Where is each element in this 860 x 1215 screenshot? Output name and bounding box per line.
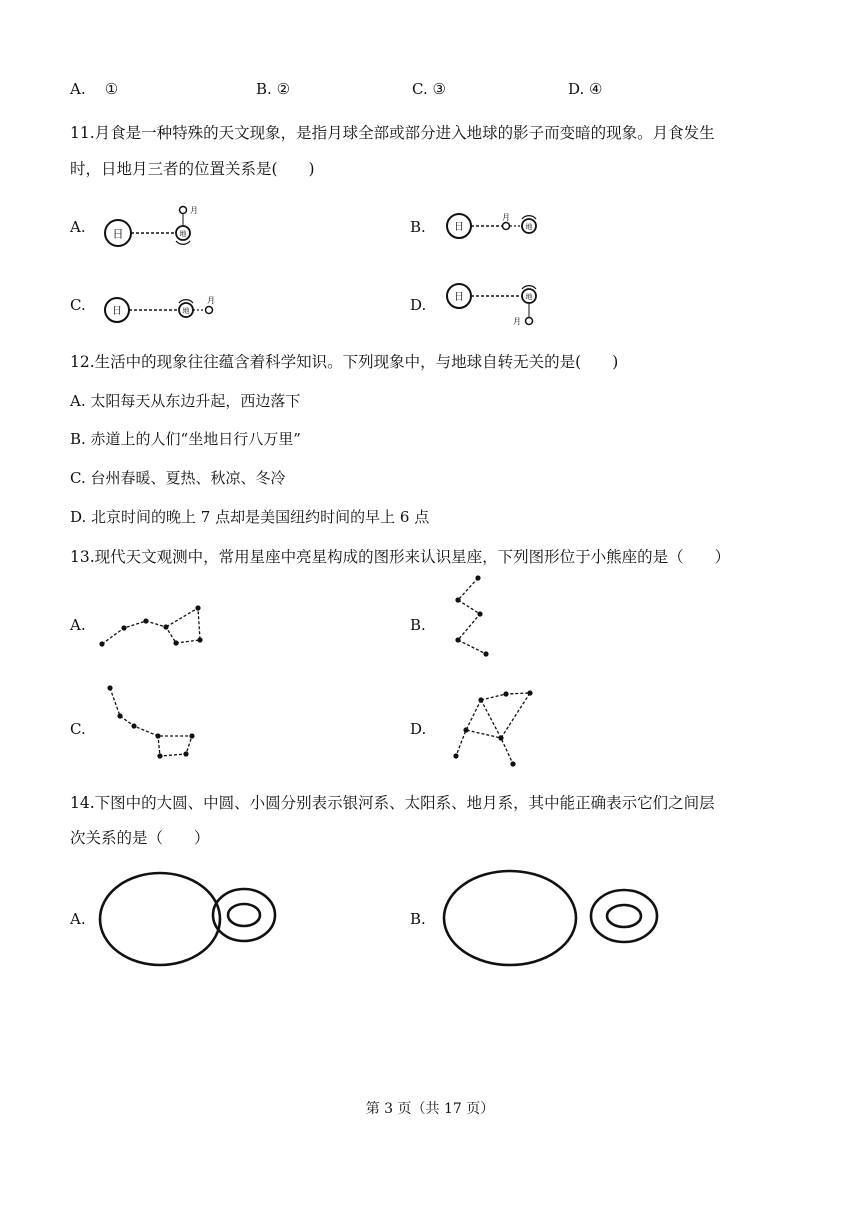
moon-label: 月 xyxy=(502,213,510,222)
q11-figure-d xyxy=(443,280,553,330)
q12-stem: 12.生活中的现象往往蕴含着科学知识。下列现象中，与地球自转无关的是( ) xyxy=(70,353,619,371)
q13-figure-d xyxy=(448,684,538,770)
q12-option-a: A. 太阳每天从东边升起，西边落下 xyxy=(70,392,301,410)
earth-moon-system-circle xyxy=(607,905,641,927)
q14-figure-b xyxy=(440,868,664,972)
q11-stem-line2: 时，日地月三者的位置关系是( ) xyxy=(70,160,315,178)
q11-stem-line1: 11.月食是一种特殊的天文现象，是指月球全部或部分进入地球的影子而变暗的现象。月食发生 xyxy=(70,124,715,142)
q11-option-c-label: C. xyxy=(70,296,86,314)
solar-system-circle xyxy=(591,890,657,942)
q11-option-d-label: D. xyxy=(410,296,427,314)
moon-circle xyxy=(206,307,213,314)
q14-option-b-label: B. xyxy=(410,910,426,928)
q11-option-b-label: B. xyxy=(410,218,426,236)
q11-option-a-label: A. xyxy=(70,218,86,236)
q14-stem-line2: 次关系的是（ ） xyxy=(70,829,210,847)
sun-label: 日 xyxy=(454,222,464,233)
q11-figure-c xyxy=(100,290,220,326)
q13-option-d-label: D. xyxy=(410,720,427,738)
solar-system-circle xyxy=(213,889,275,941)
q13-figure-a xyxy=(96,600,212,652)
q10-option-d: D. ④ xyxy=(568,80,603,98)
moon-circle xyxy=(503,223,510,230)
earth-label: 地 xyxy=(179,230,187,238)
earth-label: 地 xyxy=(182,307,190,315)
galaxy-circle xyxy=(100,873,220,965)
q10-option-a: A. ① xyxy=(70,80,119,98)
page-footer: 第 3 页（共 17 页） xyxy=(365,1101,495,1117)
sun-label: 日 xyxy=(112,227,124,241)
q13-figure-c xyxy=(100,680,200,764)
moon-circle xyxy=(526,318,533,325)
q11-figure-b xyxy=(443,210,553,242)
q12-option-c: C. 台州春暖、夏热、秋凉、冬冷 xyxy=(70,469,286,487)
q13-stem: 13.现代天文观测中，常用星座中亮星构成的图形来认识星座，下列图形位于小熊座的是（ ） xyxy=(70,548,731,566)
q14-figure-a xyxy=(98,870,282,968)
q12-option-d: D. 北京时间的晚上 7 点却是美国纽约时间的早上 6 点 xyxy=(70,508,430,526)
q14-stem-line1: 14.下图中的大圆、中圆、小圆分别表示银河系、太阳系、地月系，其中能正确表示它们之间层 xyxy=(70,794,715,812)
moon-circle xyxy=(180,207,187,214)
q13-option-b-label: B. xyxy=(410,616,426,634)
moon-label: 月 xyxy=(190,206,198,215)
q13-figure-b xyxy=(448,570,498,662)
q12-option-b: B. 赤道上的人们“坐地日行八万里” xyxy=(70,430,301,448)
moon-label: 月 xyxy=(513,317,521,326)
earth-moon-system-circle xyxy=(228,904,260,926)
sun-label: 日 xyxy=(112,306,122,317)
earth-label: 地 xyxy=(525,223,533,231)
q11-figure-a xyxy=(98,200,208,248)
galaxy-circle xyxy=(444,871,576,965)
q10-option-c: C. ③ xyxy=(412,80,446,98)
moon-label: 月 xyxy=(207,296,215,305)
earth-label: 地 xyxy=(525,293,533,301)
q14-option-a-label: A. xyxy=(70,910,86,928)
sun-label: 日 xyxy=(454,292,464,303)
q13-option-c-label: C. xyxy=(70,720,86,738)
q10-option-b: B. ② xyxy=(256,80,291,98)
q13-option-a-label: A. xyxy=(70,616,86,634)
